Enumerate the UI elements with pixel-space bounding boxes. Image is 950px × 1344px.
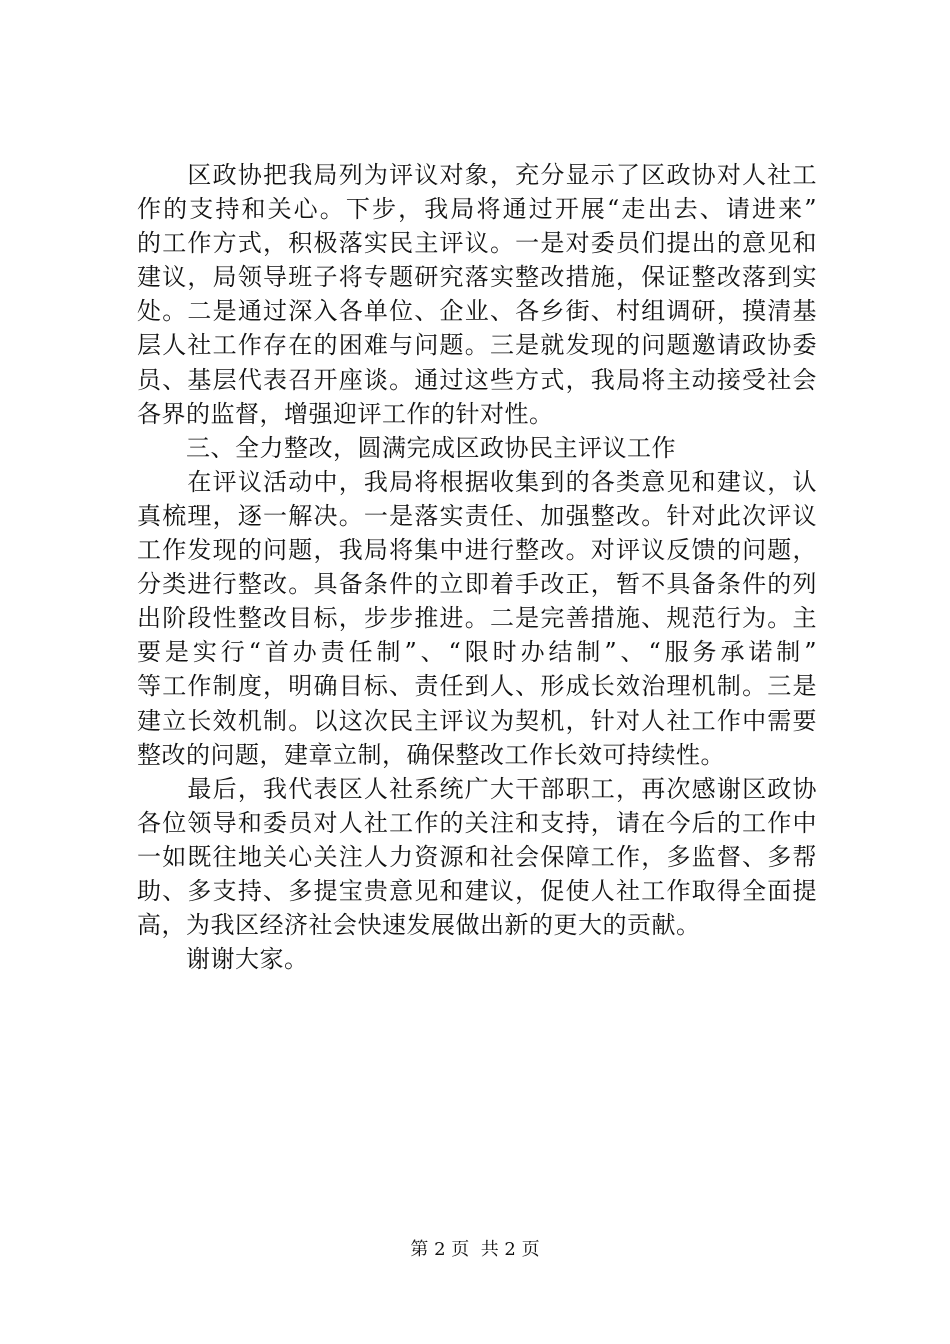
text-line: 处。二是通过深入各单位、企业、各乡街、村组调研，摸清基: [137, 297, 817, 326]
text-line: 分类进行整改。具备条件的立即着手改正，暂不具备条件的列: [137, 570, 817, 599]
text-line: 各位领导和委员对人社工作的关注和支持，请在今后的工作中: [137, 808, 817, 837]
paragraph: [137, 158, 817, 431]
text-line: 高，为我区经济社会快速发展做出新的更大的贡献。: [137, 911, 701, 940]
text-line: 真梳理，逐一解决。一是落实责任、加强整改。针对此次评议: [137, 501, 817, 530]
text-line: 作的支持和关心。下步，我局将通过开展“走出去、请进来”: [137, 195, 817, 224]
text-line: 助、多支持、多提宝贵意见和建议，促使人社工作取得全面提: [137, 876, 817, 905]
text-line: 员、基层代表召开座谈。通过这些方式，我局将主动接受社会: [137, 365, 817, 394]
text-line: 最后，我代表区人社系统广大干部职工，再次感谢区政协: [137, 774, 817, 803]
text-line: 区政协把我局列为评议对象，充分显示了区政协对人社工: [137, 161, 817, 189]
text-line: 出阶段性整改目标，步步推进。二是完善措施、规范行为。主: [137, 604, 817, 633]
text-line: 工作发现的问题，我局将集中进行整改。对评议反馈的问题，: [137, 536, 817, 565]
text-line: 一如既往地关心关注人力资源和社会保障工作，多监督、多帮: [137, 842, 817, 871]
page-number: 第 2 页 共 2 页: [410, 1239, 540, 1260]
heading-text: 三、全力整改，圆满完成区政协民主评议工作: [137, 433, 676, 462]
page-footer: [0, 1238, 950, 1262]
section-heading: [137, 431, 817, 465]
text-line: 要是实行“首办责任制”、“限时办结制”、“服务承诺制”: [137, 638, 817, 667]
text-line: 建议，局领导班子将专题研究落实整改措施，保证整改落到实: [137, 263, 817, 292]
paragraph: [137, 772, 817, 942]
text-line: 等工作制度，明确目标、责任到人、形成长效治理机制。三是: [137, 672, 817, 701]
text-line: 建立长效机制。以这次民主评议为契机，针对人社工作中需要: [137, 706, 817, 735]
closing-remark: [137, 942, 817, 976]
text-line: 在评议活动中，我局将根据收集到的各类意见和建议，认: [137, 467, 817, 496]
text-line: 整改的问题，建章立制，确保整改工作长效可持续性。: [137, 740, 725, 769]
paragraph: [137, 465, 817, 772]
text-line: 谢谢大家。: [137, 945, 309, 974]
text-line: 的工作方式，积极落实民主评议。一是对委员们提出的意见和: [137, 229, 817, 258]
text-line: 层人社工作存在的困难与问题。三是就发现的问题邀请政协委: [137, 331, 817, 360]
document-body: [137, 158, 817, 976]
text-line: 各界的监督，增强迎评工作的针对性。: [137, 399, 554, 428]
